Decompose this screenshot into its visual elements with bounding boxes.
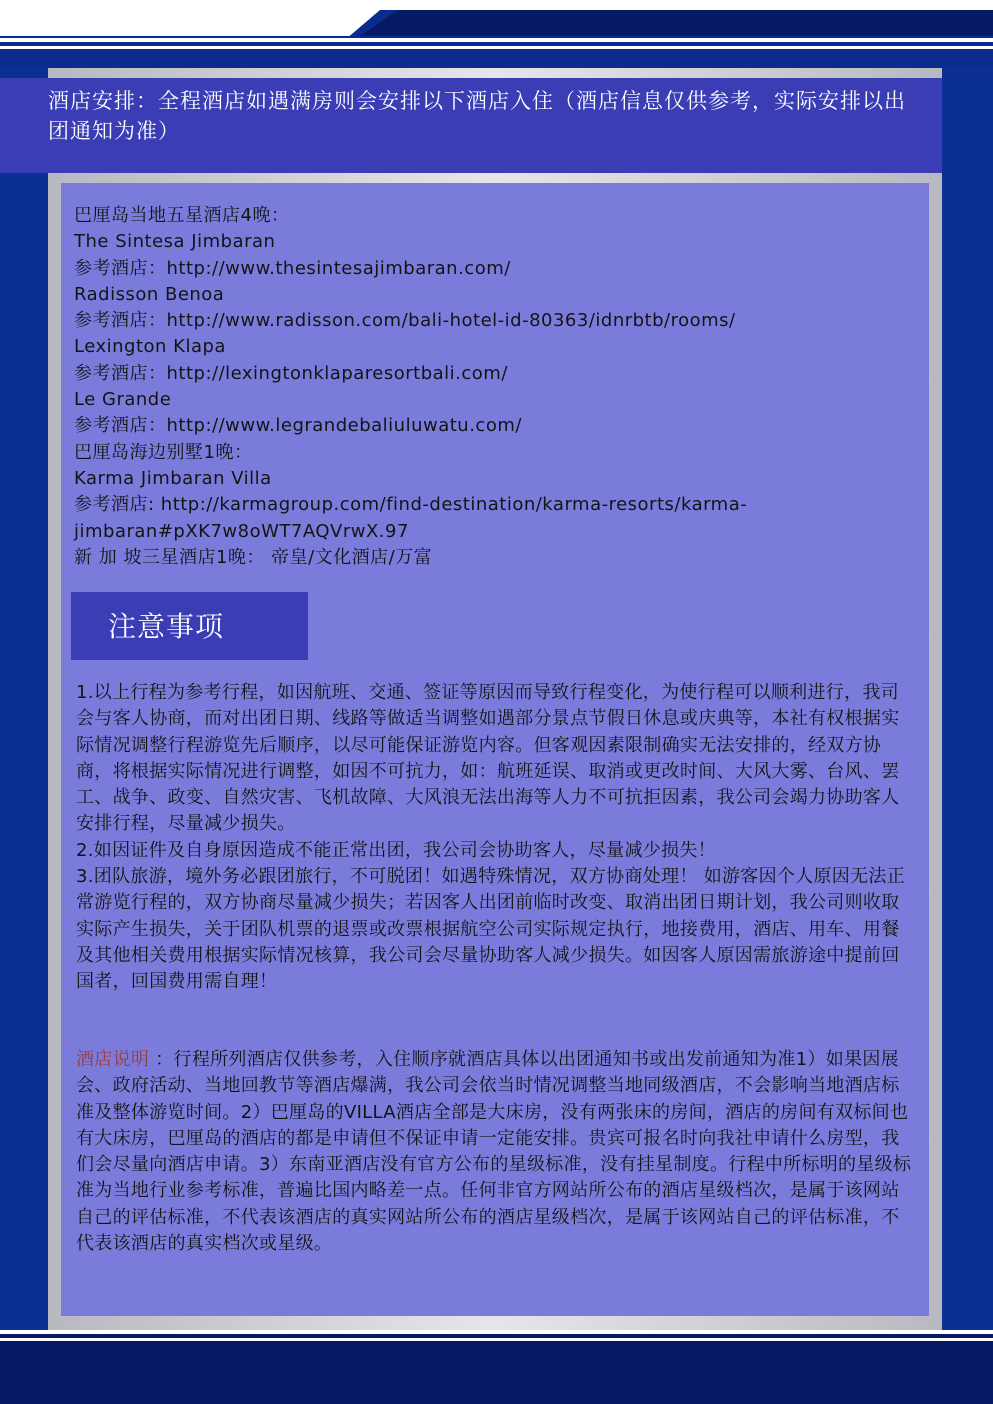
hotel-line: 巴厘岛当地五星酒店4晚：: [74, 205, 290, 226]
top-white-stripe: [0, 0, 993, 10]
notice-item: 3.团队旅游，境外务必跟团旅行，不可脱团！如遇特殊情况，双方协商处理！ 如游客因个人原因无法正常游览行程的，双方协商尽量减少损失；若因客人出团前临时改变、取消出团日期计划，我公司则收取实际产生损失，关于团队机票的退票或改票根据航空公司实际规定执行，地接费用，酒店、用车、用餐及其他相关费用根据实际情况核算，我公司会尽量协助客人减少损失。如因客人原因需旅游途中提前回国者，回国费用需自理！: [76, 866, 905, 993]
top-divider-line-2: [0, 46, 993, 49]
top-divider-line: [0, 38, 993, 42]
hotel-line: 参考酒店：http://www.radisson.com/bali-hotel-id-80363/idnrbtb/rooms/: [74, 310, 736, 332]
hotel-line: 新 加 坡三星酒店1晚： 帝皇/文化酒店/万富: [74, 546, 433, 568]
hotel-line: 参考酒店: http://karmagroup.com/find-destination/karma-resorts/karma-: [74, 494, 748, 516]
hotel-line: Karma Jimbaran Villa: [74, 467, 272, 489]
left-side-border: [0, 68, 48, 1330]
hotel-line: 参考酒店：http://www.legrandebaliuluwatu.com/: [74, 415, 522, 437]
hotel-list: [74, 203, 924, 571]
top-white-slant-shape: [0, 10, 380, 36]
hotel-remarks-label: 酒店说明: [76, 1049, 150, 1070]
hotel-line: Le Grande: [74, 389, 172, 411]
right-side-border: [942, 68, 993, 1330]
hotel-arrangement-heading: 酒店安排：全程酒店如遇满房则会安排以下酒店入住（酒店信息仅供参考，实际安排以出团通知为准）: [48, 89, 906, 143]
hotel-line: The Sintesa Jimbaran: [74, 231, 276, 253]
hotel-line: Radisson Benoa: [74, 283, 225, 305]
notice-item: 2.如因证件及自身原因造成不能正常出团，我公司会协助客人，尽量减少损失！: [76, 839, 716, 861]
hotel-line: 参考酒店：http://www.thesintesajimbaran.com/: [74, 257, 511, 279]
hotel-remarks-text: ：行程所列酒店仅供参考，入住顺序就酒店具体以出团通知书或出发前通知为准1）如果因展会、政府活动、当地回教节等酒店爆满，我公司会依当时情况调整当地同级酒店，不会影响当地酒店标准及整体游览时间。2）巴厘岛的VILLA酒店全部是大床房，没有两张床的房间，酒店的房间有双标间也有大床房，巴厘岛的酒店的都是申请但不保证申请一定能安排。贵宾可报名时向我社申请什么房型，我们会尽量向酒店申请。3）东南亚酒店没有官方公布的星级标准，没有挂星制度。行程中所标明的星级标准为当地行业参考标准，普遍比国内略差一点。任何非官方网站所公布的酒店星级档次，是属于该网站自己的评估标准，不代表该酒店的真实网站所公布的酒店星级档次，是属于该网站自己的评估标准，不代表该酒店的真实档次或星级。: [76, 1049, 912, 1255]
hotel-line: 巴厘岛海边别墅1晚：: [74, 441, 253, 463]
notice-list: [76, 680, 914, 996]
hotel-line: Lexington Klapa: [74, 336, 226, 358]
hotel-remarks: [76, 1047, 916, 1257]
bottom-decorative-band: [0, 1334, 993, 1404]
notice-title: 注意事项: [108, 610, 225, 643]
bottom-divider-line: [0, 1330, 993, 1334]
top-dark-shape: [360, 10, 993, 36]
notice-item: 1.以上行程为参考行程，如因航班、交通、签证等原因而导致行程变化，为使行程可以顺利进行，我司会与客人协商，而对出团日期、线路等做适当调整如遇部分景点节假日休息或庆典等，本社有权根据实际情况调整行程游览先后顺序，以尽可能保证游览内容。但客观因素限制确实无法安排的，经双方协商，将根据实际情况进行调整，如因不可抗力，如：航班延误、取消或更改时间、大风大雾、台风、罢工、战争、政变、自然灾害、飞机故障、大风浪无法出海等人力不可抗拒因素，我公司会竭力协助客人安排行程，尽量减少损失。: [76, 682, 900, 835]
hotel-line: 参考酒店：http://lexingtonklaparesortbali.com/: [74, 362, 508, 384]
bottom-divider-line-2: [0, 1338, 993, 1341]
hotel-line: jimbaran#pXK7w8oWT7AQVrwX.97: [74, 520, 409, 542]
